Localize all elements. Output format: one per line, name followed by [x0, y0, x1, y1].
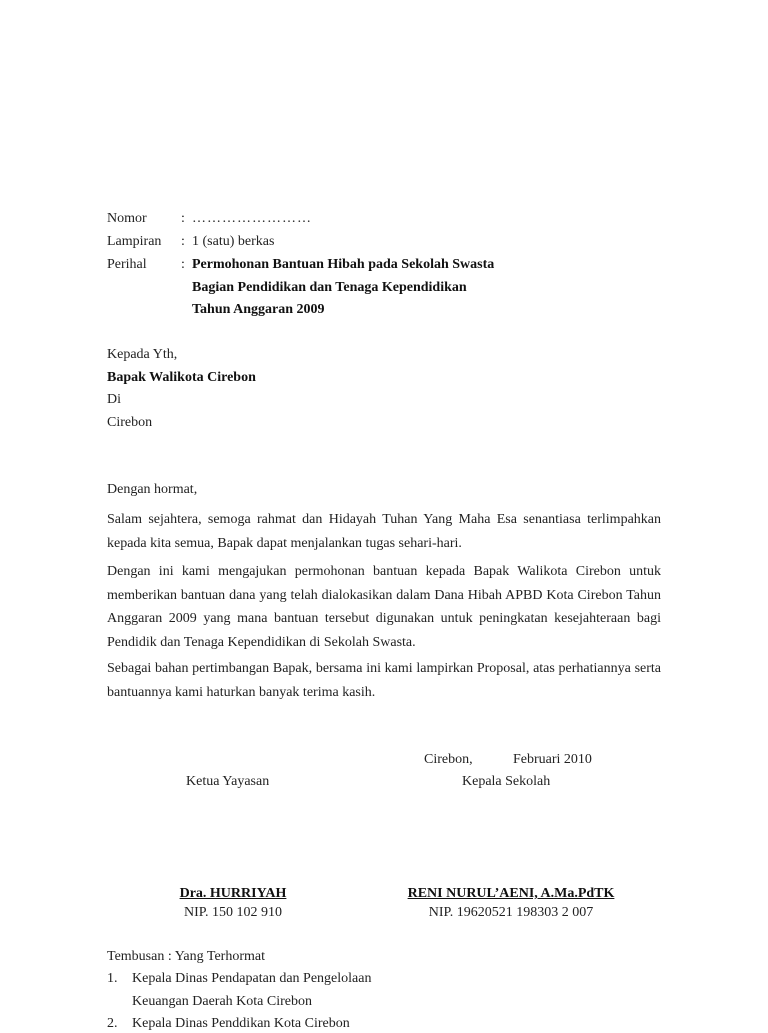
tembusan-item-1-number: 1. [107, 971, 118, 986]
right-signer-nip: NIP. 19620521 198303 2 007 [428, 905, 594, 920]
perihal-label: Perihal [107, 257, 147, 272]
paragraph-2: Dengan ini kami mengajukan permohonan bantuan kepada Bapak Walikota Cirebon untuk memberikan bantuan dana yang telah dialokasikan dalam Dana Hibah APBD Kota Cirebon Tahun Anggaran 2009 yang mana bantuan tersebut digunakan untuk peningkatan kesejahteraan bagi Pendidik dan Tenaga Kependidikan di Sekolah Swasta. [107, 564, 661, 650]
lampiran-label: Lampiran [107, 234, 162, 249]
right-signer-name: RENI NURUL’AENI, A.Ma.PdTK [407, 886, 615, 901]
perihal-line-2: Bagian Pendidikan dan Tenaga Kependidikan [192, 280, 467, 295]
greeting: Dengan hormat, [107, 482, 198, 497]
tembusan-item-1-line-2: Keuangan Daerah Kota Cirebon [132, 994, 312, 1009]
nomor-colon: : [181, 211, 185, 226]
signature-date: Februari 2010 [513, 752, 592, 767]
perihal-line-3: Tahun Anggaran 2009 [192, 302, 325, 317]
recipient-salutation: Kepada Yth, [107, 347, 178, 362]
recipient-di: Di [107, 392, 121, 407]
recipient-name: Bapak Walikota Cirebon [107, 370, 256, 385]
left-signer-title: Ketua Yayasan [186, 774, 270, 789]
lampiran-colon: : [181, 234, 185, 249]
tembusan-item-2-line-1: Kepala Dinas Penddikan Kota Cirebon [132, 1016, 350, 1031]
paragraph-3: Sebagai bahan pertimbangan Bapak, bersama ini kami lampirkan Proposal, atas perhatiannya serta bantuannya kami haturkan banyak terima kasih. [107, 661, 661, 700]
signature-place: Cirebon, [424, 752, 473, 767]
paragraph-1: Salam sejahtera, semoga rahmat dan Hidayah Tuhan Yang Maha Esa senantiasa terlimpahkan kepada kita semua, Bapak dapat menjalankan tugas sehari-hari. [107, 512, 661, 551]
lampiran-value: 1 (satu) berkas [192, 234, 275, 249]
perihal-colon: : [181, 257, 185, 272]
nomor-label: Nomor [107, 211, 147, 226]
tembusan-item-2-number: 2. [107, 1016, 118, 1031]
left-signer-name: Dra. HURRIYAH [179, 886, 287, 901]
recipient-city: Cirebon [107, 415, 153, 430]
left-signer-nip: NIP. 150 102 910 [183, 905, 282, 920]
perihal-line-1: Permohonan Bantuan Hibah pada Sekolah Swasta [192, 257, 495, 272]
tembusan-heading: Tembusan : Yang Terhormat [107, 949, 265, 964]
tembusan-item-1-line-1: Kepala Dinas Pendapatan dan Pengelolaan [132, 971, 372, 986]
right-signer-title: Kepala Sekolah [462, 774, 551, 789]
nomor-value: …………………… [192, 211, 312, 226]
